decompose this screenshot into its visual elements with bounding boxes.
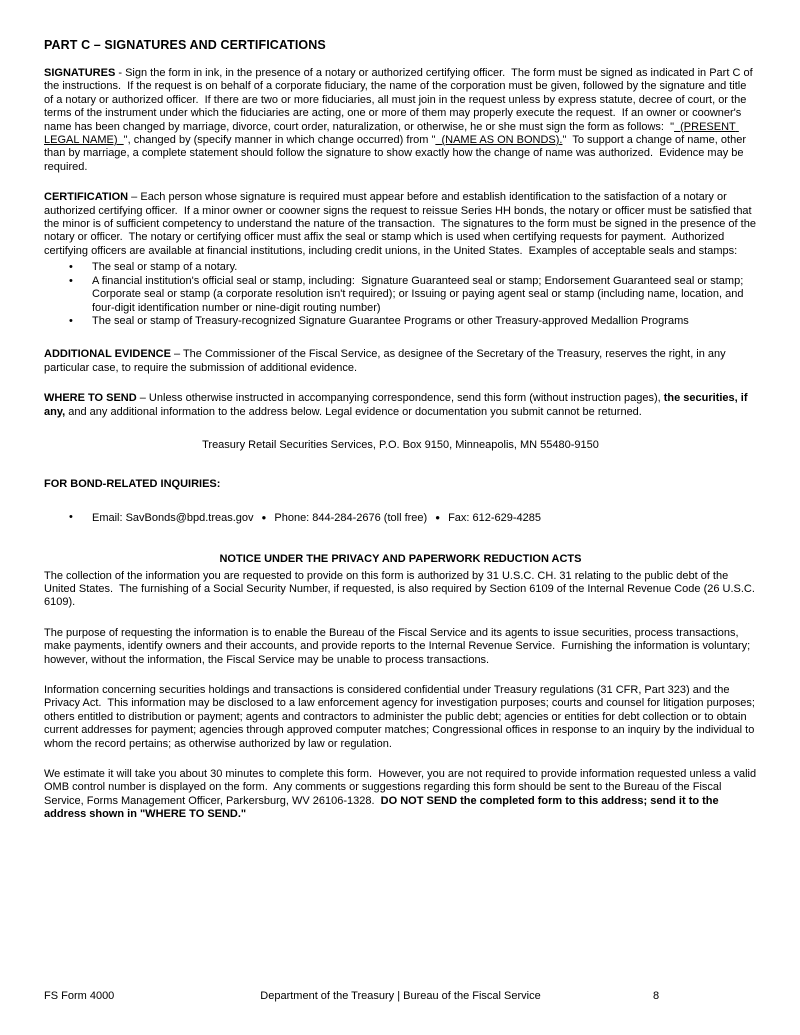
page-number: 8 xyxy=(653,990,660,1002)
name-as-on-bonds-blank: (NAME AS ON BONDS). xyxy=(435,134,563,147)
where-to-send-paragraph xyxy=(44,392,757,419)
notice-paragraph-4 xyxy=(44,768,760,822)
where-to-send-emphasis: the securities, if any, xyxy=(44,392,751,418)
contact-list xyxy=(44,511,757,525)
certification-paragraph xyxy=(44,191,760,258)
additional-evidence-label: ADDITIONAL EVIDENCE xyxy=(44,348,171,361)
part-c-heading: PART C – SIGNATURES AND CERTIFICATIONS xyxy=(44,38,326,52)
bullet-item-medallion-programs: • The seal or stamp of Treasury-recognized Signature Guarantee Programs or other Treasury-approved Medallion Programs xyxy=(44,315,757,328)
signatures-paragraph xyxy=(44,67,757,174)
where-to-send-text-2: and any additional information to the address below. Legal evidence or documentation you submit cannot be returned. xyxy=(65,405,642,418)
phone-number: 844-284-2676 (toll free) xyxy=(312,511,428,524)
notice-paragraph-3: Information concerning securities holdings and transactions is considered confidential under Treasury regulations (31 CFR, Part 323) and the Privacy Act. This information may be disclosed to a law enforcement agency for investigation purposes; courts and counsel for litigation purposes; others entitled to distribution or payment; agents and contractors to administer the public debt; agencies or entities for debt collection or to obtain current addresses for payment; agencies through approved computer matches; Congressional offices in response to an inquiry by the individual to whom the record pertains; as otherwise authorized by law or regulation. xyxy=(44,684,758,750)
present-legal-name-blank: (PRESENT LEGAL NAME) xyxy=(44,120,739,147)
do-not-send-warning: DO NOT SEND the completed form to this address; send it to the address shown in "WHERE TO SEND." xyxy=(44,794,722,821)
form-number: FS Form 4000 xyxy=(44,990,115,1002)
bond-inquiries-heading: FOR BOND-RELATED INQUIRIES: xyxy=(44,478,221,491)
bullet-item-financial-institution-seal: • A financial institution's official seal or stamp, including: Signature Guaranteed seal or stamp; Endorsement Guaranteed seal or stamp; Corporate seal or stamp (a corporate resolution isn't required); or Issuing or paying agent seal or stamp (including name, location, and four-digit identification number or nine-digit routing number) xyxy=(44,275,757,315)
notice-paragraph-2: The purpose of requesting the information is to enable the Bureau of the Fiscal Service and its agents to issue securities, process transactions, make payments, identify owners and their accounts, and provide reports to the Internal Revenue Service. Furnishing the information is voluntary; however, without the information, the Fiscal Service may be unable to process transactions. xyxy=(44,626,754,666)
phone-label: Phone: xyxy=(274,511,310,524)
signatures-text-1: - Sign the form in ink, in the presence of a notary or authorized certifying officer. The form must be signed as indicated in Part C of the instructions. If the request is on behalf of a corporate fiduciary, the name of the corporation must be given, followed by the signature and title of a notary or authorized officer. If there are two or more fiduciaries, all must join in the request unless by express statute, decree of court, or the terms of the instrument under which the fiduciaries are acting, one or more of them may properly execute the request. If an owner or coowner's name has been changed by marriage, divorce, court order, naturalization, or otherwise, he or she must sign the form as follows: " xyxy=(44,67,756,133)
email-address: SavBonds@bpd.treas.gov xyxy=(125,511,254,524)
bullet-item-notary-seal: • The seal or stamp of a notary. xyxy=(44,261,757,274)
privacy-act-notice-heading: NOTICE UNDER THE PRIVACY AND PAPERWORK REDUCTION ACTS xyxy=(219,553,582,566)
where-to-send-text-1: – Unless otherwise instructed in accompanying correspondence, send this form (without instruction pages), xyxy=(136,392,664,405)
additional-evidence-paragraph xyxy=(44,348,757,375)
email-label: Email: xyxy=(92,511,123,524)
notice-paragraph-4-text: We estimate it will take you about 30 minutes to complete this form. However, you are not required to provide information requested unless a valid OMB control number is displayed on the form. Any comments or suggestions regarding this form should be sent to the Bureau of the Fiscal Service, Forms Management Officer, Parkersburg, WV 26106-1328. xyxy=(44,768,760,807)
additional-evidence-body: – The Commissioner of the Fiscal Service, as designee of the Secretary of the Treasury, reserves the right, in any particular case, to require the submission of additional evidence. xyxy=(44,348,729,374)
certification-label: CERTIFICATION xyxy=(44,191,129,204)
separator-bullet-icon: ● xyxy=(435,512,441,522)
signatures-text-2: ", changed by (specify manner in which change occurred) from " xyxy=(123,134,436,147)
footer-agency: Department of the Treasury | Bureau of the Fiscal Service xyxy=(260,990,541,1002)
certification-body: – Each person whose signature is required must appear before and establish identification to the satisfaction of a notary or authorized certifying officer. If a minor owner or coowner signs the request to reissue Series HH bonds, the notary or officer must be satisfied that the minor is of sufficient competency to understand the nature of the transaction. The signatures to the form must be signed in the presence of the notary or officer. The notary or certifying officer must affix the seal or stamp which is used when certifying requests for payment. Authorized certifying officers are available at financial institutions, including credit unions, in the United States. Examples of acceptable seals and stamps: xyxy=(44,191,760,257)
signatures-text-3: " To support a change of name, other than by marriage, a complete statement should follow the signature to show exactly how the change of name was authorized. Evidence may be required. xyxy=(44,134,750,173)
mailing-address: Treasury Retail Securities Services, P.O. Box 9150, Minneapolis, MN 55480-9150 xyxy=(202,438,599,451)
fax-number: 612-629-4285 xyxy=(472,511,541,524)
separator-bullet-icon: ● xyxy=(261,512,267,522)
certification-bullet-list xyxy=(44,261,757,328)
where-to-send-label: WHERE TO SEND xyxy=(44,392,137,405)
contact-line xyxy=(44,511,757,525)
fax-label: Fax: xyxy=(448,511,470,524)
page-footer xyxy=(44,990,757,1004)
notice-paragraph-1: The collection of the information you are requested to provide on this form is authorized by 31 U.S.C. CH. 31 relating to the public debt of the United States. The furnishing of a Social Security Number, if requested, is also required by Section 6109 of the Internal Revenue Code (26 U.S.C. 6109). xyxy=(44,569,758,609)
signatures-label: SIGNATURES xyxy=(44,67,116,79)
